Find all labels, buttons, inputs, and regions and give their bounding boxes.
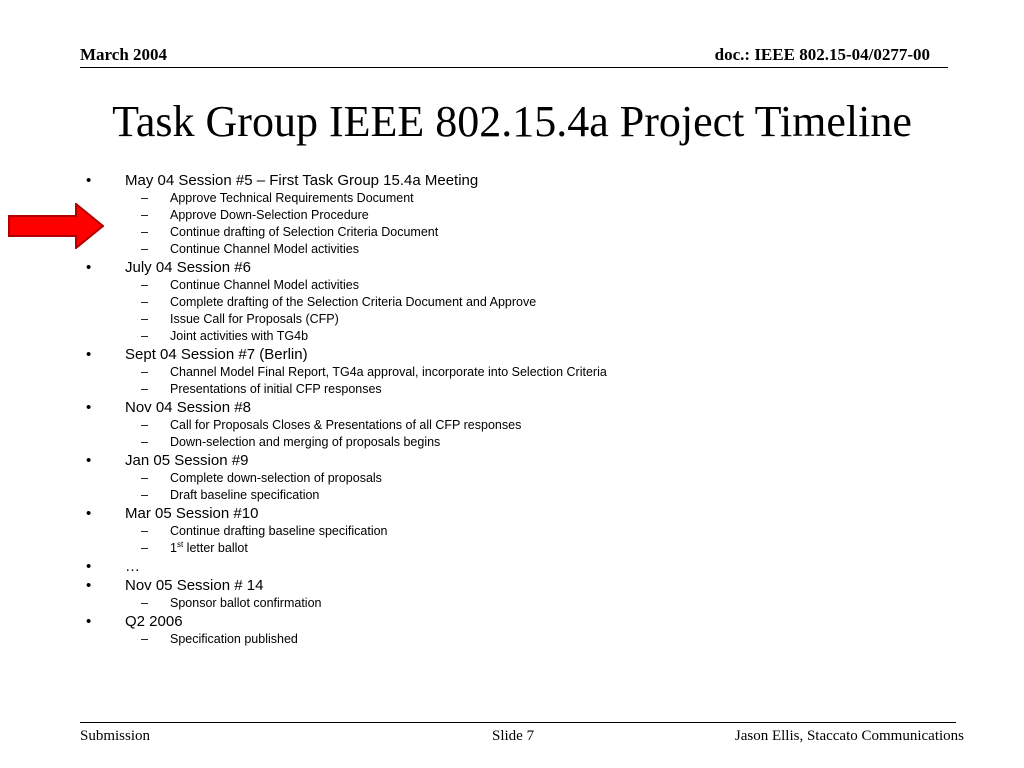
sub-list-item: – Draft baseline specification [141, 488, 320, 502]
list-item: • Nov 04 Session #8 [86, 399, 251, 416]
header-divider [80, 67, 948, 68]
list-item: • Mar 05 Session #10 [86, 505, 259, 522]
slide-title: Task Group IEEE 802.15.4a Project Timeline [112, 97, 912, 146]
list-item: • Q2 2006 [86, 613, 183, 630]
sub-list-item: – Joint activities with TG4b [141, 329, 309, 343]
timeline-list [84, 171, 964, 648]
sub-list-item: – Call for Proposals Closes & Presentations of all CFP responses [141, 418, 522, 432]
header-date: March 2004 [80, 45, 168, 64]
sub-list-item: – Presentations of initial CFP responses [141, 382, 382, 396]
sub-list-item: – Sponsor ballot confirmation [141, 596, 322, 610]
sub-list-item: – Continue drafting baseline specification [141, 524, 388, 538]
sub-list-item: – Specification published [141, 632, 298, 646]
sub-list-item: – Continue drafting of Selection Criteria Document [141, 225, 439, 239]
sub-list-item: – Complete drafting of the Selection Criteria Document and Approve [141, 295, 537, 309]
sub-list-item: – Issue Call for Proposals (CFP) [141, 312, 339, 326]
sub-list-item: – Channel Model Final Report, TG4a approval, incorporate into Selection Criteria [141, 365, 607, 379]
footer-author: Jason Ellis, Staccato Communications [734, 728, 964, 744]
header-doc-id: doc.: IEEE 802.15-04/0277-00 [714, 45, 930, 64]
list-item: • May 04 Session #5 – First Task Group 15.4a Meeting [86, 172, 479, 189]
sub-list-item: – 1st letter ballot [141, 539, 248, 555]
list-item: • July 04 Session #6 [86, 259, 251, 276]
sub-list-item: – Approve Down-Selection Procedure [141, 208, 369, 222]
list-item: • Jan 05 Session #9 [86, 452, 249, 469]
footer-slide-number: Slide 7 [492, 728, 535, 744]
list-item: • Sept 04 Session #7 (Berlin) [86, 346, 308, 363]
list-item: • … [86, 558, 140, 575]
footer-submission: Submission [80, 728, 151, 744]
sub-list-item: – Continue Channel Model activities [141, 242, 359, 256]
list-item: • Nov 05 Session # 14 [86, 577, 264, 594]
sub-list-item: – Continue Channel Model activities [141, 278, 359, 292]
sub-list-item: – Down-selection and merging of proposals begins [141, 435, 441, 449]
sub-list-item: – Complete down-selection of proposals [141, 471, 382, 485]
footer-divider [80, 722, 956, 723]
sub-list-item: – Approve Technical Requirements Document [141, 191, 414, 205]
